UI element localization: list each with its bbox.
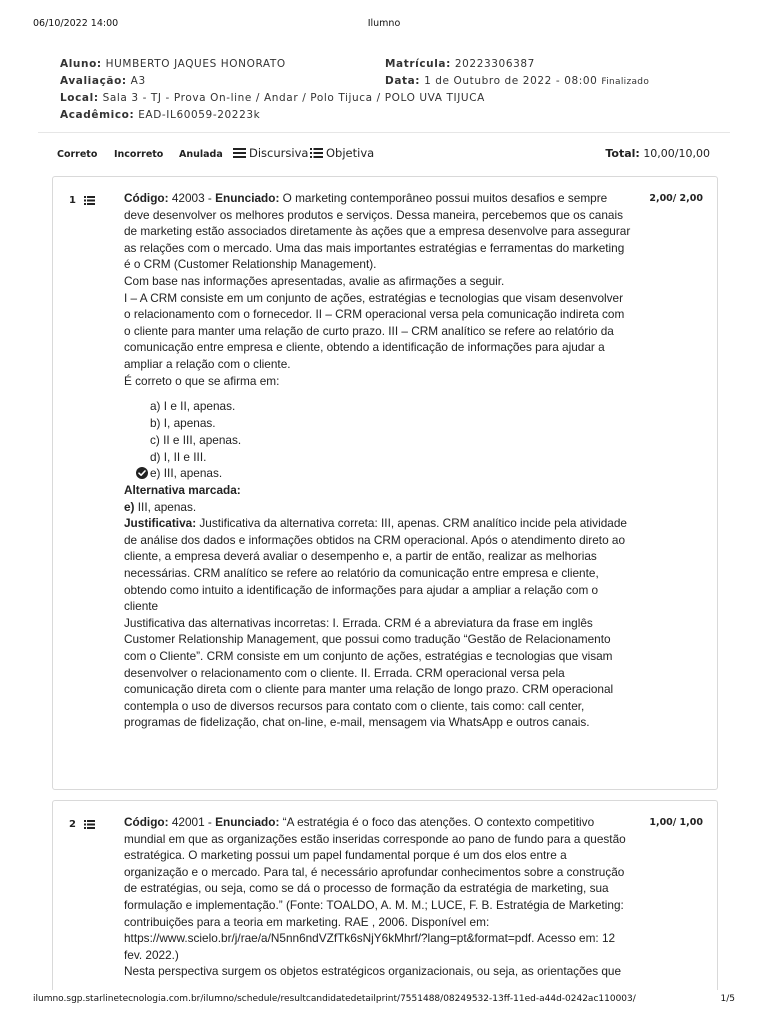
matricula-label: Matrícula: <box>385 58 451 70</box>
question-number-2 <box>69 819 95 830</box>
question-card-2 <box>52 800 718 990</box>
status-finalizado: Finalizado <box>601 77 650 87</box>
matricula-value: 20223306387 <box>454 58 535 70</box>
question-score-2: 1,00/ 1,00 <box>649 817 703 828</box>
justificativa-incorretas: Justificativa das alternativas incorretas: I. Errada. CRM é a abreviatura da frase em inglês Customer Relationship Management, que possui como tradução “Gestão de Relacionamento com o Cliente”. CRM consiste em um conjunto de ações, estratégias e tecnologias que visam desenvolver o relacionamento com o cliente. II. Errada. CRM operacional versa pela comunicação direta com o cliente para manter uma relação de longo prazo. CRM operacional contempla o uso de diversos recursos para contato com o cliente, tais como: call center, programas de fidelização, chat on-line, e-mail, mensagem via WhatsApp e outros canais. <box>124 615 614 730</box>
print-datetime: 06/10/2022 14:00 <box>33 18 119 29</box>
info-row-local <box>60 92 720 109</box>
enunciado-label: Enunciado: <box>215 815 280 829</box>
enunciado <box>124 190 632 273</box>
enunciado <box>124 814 632 963</box>
total-score <box>605 147 710 160</box>
list-icon <box>310 148 323 158</box>
aluno-value: HUMBERTO JAQUES HONORATO <box>105 58 286 70</box>
question-body-1 <box>124 190 632 731</box>
filter-anulada[interactable]: Anulada <box>179 149 223 160</box>
info-row-academico <box>60 109 720 126</box>
filter-objetiva-label: Objetiva <box>326 146 375 160</box>
marked-letter: e) <box>124 499 135 514</box>
question-score-1: 2,00/ 2,00 <box>649 193 703 204</box>
matricula-group <box>385 58 535 70</box>
list-icon <box>233 148 246 158</box>
question-number-1 <box>69 195 95 206</box>
marked-answer <box>124 499 632 516</box>
alternative-c: c) II e III, apenas. <box>150 432 242 447</box>
filter-bar <box>57 146 717 164</box>
enunciado-label: Enunciado: <box>215 191 280 205</box>
avaliacao-label: Avaliação: <box>60 75 127 87</box>
alternative-a: a) I e II, apenas. <box>150 399 236 414</box>
alternative-e-text: e) III, apenas. <box>150 466 223 481</box>
alternatives-list <box>124 398 632 482</box>
alternative-d: d) I, II e III. <box>150 449 207 464</box>
filter-discursiva-label: Discursiva <box>249 146 309 160</box>
enunciado-text: “A estratégia é o foco das atenções. O contexto competitivo mundial em que as organizações estão inseridas corresponde ao pano de fundo para a questão estratégica. O marketing possui um papel fundamental porque é um dos elos entre a organização e o mercado. Para tal, é necessário aprofundar conhecimentos sobre a construção de estratégias, ou seja, como se dá o processo de formação da estratégia de marketing, sua formulação e implementação.” (Fonte: TOALDO, A. M. M.; LUCE, F. B. Estratégia de Marketing: contribuições para a teoria em marketing. RAE , 2006. Disponível em: https://www.scielo.br/j/rae/a/N5nn6ndVZfTk6sNjY6kMhrf/?lang=pt&format=pdf. Acesso em: 12 fev. 2022.) <box>124 815 626 962</box>
filter-discursiva[interactable] <box>233 146 308 160</box>
enunciado-text: O marketing contemporâneo possui muitos desafios e sempre deve desenvolver os melhores produtos e serviços. Dessa maneira, percebemos que os canais de marketing estão associados diretamente às ações que a empresa desenvolve para assegurar as relações com o mercado. Uma das mais importantes estratégias e ferramentas do marketing é o CRM (Customer Relationship Management). <box>124 191 631 272</box>
codigo-label: Código: <box>124 191 169 205</box>
data-group <box>385 75 649 87</box>
enunciado-p4: É correto o que se afirma em: <box>124 373 280 388</box>
justificativa-text: Justificativa da alternativa correta: III, apenas. CRM analítico incide pela atividade de análise dos dados e informações obtidos na CRM operacional. Após o atendimento direto ao cliente, a empresa deverá avaliar o desempenho e, a partir de então, realizar as melhorias necessárias. CRM analítico se refere ao relatório da comunicação entre empresa e cliente, obtendo como intuito a identificação de informações para ajudar a ampliar a relação com o cliente <box>124 516 627 614</box>
question-number-text: 2 <box>69 819 76 830</box>
total-value: 10,00/10,00 <box>643 147 710 160</box>
list-icon[interactable] <box>84 820 95 829</box>
data-value: 1 de Outubro de 2022 - 08:00 <box>424 75 598 87</box>
codigo-value: 42003 - <box>171 191 212 205</box>
print-title: Ilumno <box>367 18 401 29</box>
local-label: Local: <box>60 92 99 104</box>
codigo-label: Código: <box>124 815 169 829</box>
justificativa-label: Justificativa: <box>124 516 197 531</box>
question-number-text: 1 <box>69 195 76 206</box>
alternative-e <box>150 465 632 482</box>
check-circle-icon <box>136 467 148 479</box>
total-label: Total: <box>605 147 640 160</box>
filter-incorreto[interactable]: Incorreto <box>114 149 164 160</box>
academico-value: EAD-IL60059-20223k <box>138 109 261 121</box>
header-divider <box>38 132 730 133</box>
question-body-2 <box>124 814 632 980</box>
enunciado-p2: Com base nas informações apresentadas, avalie as afirmações a seguir. <box>124 273 505 288</box>
print-url: ilumno.sgp.starlinetecnologia.com.br/ilumno/schedule/resultcandidatedetailprint/7551488/08249532-13ff-11ed-a44d-0242ac110003/ <box>33 994 636 1004</box>
filter-objetiva[interactable] <box>310 146 374 160</box>
aluno-label: Aluno: <box>60 58 102 70</box>
print-footer <box>33 994 735 1006</box>
question-card-1 <box>52 176 718 790</box>
data-label: Data: <box>385 75 421 87</box>
academico-label: Acadêmico: <box>60 109 135 121</box>
student-info <box>60 58 720 126</box>
marked-heading: Alternativa marcada: <box>124 483 241 498</box>
info-row-aluno <box>60 58 720 75</box>
avaliacao-value: A3 <box>130 75 146 87</box>
print-header <box>33 18 735 30</box>
page-number: 1/5 <box>720 994 735 1004</box>
enunciado-p3: I – A CRM consiste em um conjunto de ações, estratégias e tecnologias que visam desenvolver o relacionamento com o fornecedor. II – CRM operacional versa pela comunicação indireta com o cliente para manter uma relação de curto prazo. III – CRM analítico se refere ao relatório da comunicação entre empresa e cliente, obtendo a identificação de informações para ajudar a ampliar a relação com o cliente. <box>124 290 625 371</box>
local-value: Sala 3 - TJ - Prova On-line / Andar / Polo Tijuca / POLO UVA TIJUCA <box>102 92 485 104</box>
list-icon[interactable] <box>84 196 95 205</box>
alternative-b: b) I, apenas. <box>150 415 216 430</box>
marked-text: III, apenas. <box>137 499 197 514</box>
codigo-value: 42001 - <box>171 815 212 829</box>
filter-correto[interactable]: Correto <box>57 149 98 160</box>
justificativa <box>124 515 632 615</box>
info-row-avaliacao <box>60 75 720 92</box>
enunciado-p2: Nesta perspectiva surgem os objetos estratégicos organizacionais, ou seja, as orientações que <box>124 964 622 979</box>
